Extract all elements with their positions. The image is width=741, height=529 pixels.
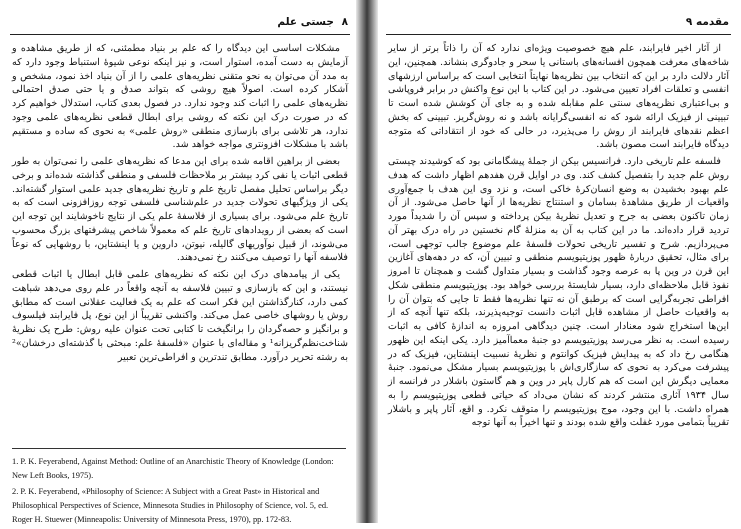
- left-header-rule: [10, 34, 350, 35]
- right-page: [386, 8, 731, 518]
- left-running-title: جستی علم: [277, 16, 334, 28]
- footnote: 2. P. K. Feyerabend, «Philosophy of Science: A Subject with a Great Past» in Historical and Philosophical Perspectives of Science, Minnesota Studies in Philosophy of Science, vol. 5, ed. Roger H. Stuewer (Minneapolis: University of Minnesota Press, 1970), pp. 172-83.: [12, 487, 329, 524]
- left-page-header: [10, 16, 350, 32]
- right-page-header: [386, 16, 731, 32]
- right-page-number: ۹: [685, 16, 693, 28]
- left-footnotes: [12, 448, 346, 529]
- left-paragraph: بعضی از براهین اقامه شده برای این مدعا که نظریه‌های علمی را نمی‌توان به طور قطعی اثبات یا نفی کرد بیشتر بر ملاحظات فلسفی و منطقی گذاشته شده‌اند و برخی دیگر براساس تحلیل مفصل تاریخ علم و تاریخ نظریه‌های جدید علمی استوار گشته‌اند. یکی از ویژگیهای تحولات جدید در علم‌شناسی فلسفی توجه روزافزونی است که به تاریخ علم می‌شود. برای بسیاری از فلاسفهٔ علم یکی از نتایج ناخوشایند این توجه این است که بعضی از رویدادهای تاریخ علم که معمولاً شاخص پیشرفتهای بزرگ محسوب می‌شوند، از قبیل نوآوریهای گالیله، نیوتن، داروین و یا اینشتاین، با روشهایی که نوعاً فلاسفه آنها را توصیف می‌کنند رخ نمی‌دهند.: [12, 156, 348, 264]
- right-body-text: [388, 42, 729, 430]
- left-paragraph: مشکلات اساسی این دیدگاه را که علم بر بنیاد مطمئنی، که از طریق مشاهده و آزمایش به دست آمده، استوار است، و نیز اینکه نوعی شیوهٔ استنباط وجود دارد که به مدد آن می‌توان به نحو متقنی نظریه‌های علمی را از آن بنیاد اخذ نمود، مشخص و آشکار کرده است. اصولاً هیچ روشی که بتواند صدق و یا حتی صدق احتمالی نظریه‌های علمی را اثبات کند وجود ندارد. در فصول بعدی کتاب، استدلال خواهیم کرد که در صورت درک این نکته که روشی برای ابطال قطعی نظریه‌های علمی وجود ندارد، هر تلاشی برای بازسازی منطقی «روش علمی» به نحوی که ساده و مستقیم باشد با مشکلات افزونتری مواجه خواهد شد.: [12, 43, 348, 151]
- left-body-text: [12, 42, 348, 364]
- right-header-rule: [386, 34, 731, 35]
- left-page: [10, 8, 350, 524]
- footnote: 1. P. K. Feyerabend, Against Method: Outline of an Anarchistic Theory of Knowledge (London: New Left Books, 1975).: [12, 457, 334, 480]
- left-page-number: ۸: [341, 16, 348, 28]
- right-paragraph: از آثار اخیر فایرابند، علم هیچ خصوصیت ویژه‌ای ندارد که آن را ذاتاً برتر از سایر شاخه‌های معرفت همچون افسانه‌های باستانی یا سحر و جادوگری بنشاند. همچنین، این آثار دلالت دارد بر این که انتخاب بین نظریه‌ها نهایتاً انتخابی است که براساس ارزشهای انفسی و تعلقات افراد تعیین می‌شود. در این کتاب با این نوع واکنش در برابر فروپاشی و بی‌اعتباری نظریه‌های سنتی علم مقابله شده و به جای آن کوشش شده است تا تبیینی از فیزیک ارائه شود که نه انفسی‌گرایانه باشد و نه روش‌گریز. تبیینی که بخش اعظم نقدهای فایرابند از روش را می‌پذیرد، در حالی که خود از انتقاداتی که متوجه دیدگاه فایرابند است مصون باشد.: [388, 43, 729, 151]
- right-running-title: مقدمه: [696, 16, 729, 28]
- right-paragraph: فلسفه علم تاریخی دارد. فرانسیس بیکن از جملهٔ پیشگامانی بود که کوشیدند چیستی روش علم جدید را بتفصیل کشف کند. وی در اوایل قرن هفدهم اظهار داشت که هدف علم بهبود بخشیدن به وضع انسان‌کرهٔ خاکی است، و نزد وی این هدف با جمع‌آوری واقعیات از طریق مشاهدهٔ بسامان و استنتاج نظریه‌ها از آنها حاصل می‌شود. از آن زمان تاکنون بعضی به جرح و تعدیل نظریهٔ بیکن پرداخته و سپس آن را شدیداً مورد تردید قرار داده‌اند. ما در این کتاب به آن به منزلهٔ گام نخستین در راه درک بهتر آن می‌پردازیم. شرح و تفسیر تاریخی تحولات فلسفهٔ علم موضوع جالب توجهی است، برای مثال، تحقیق دربارهٔ ظهور پوزیتیویسم منطقی و تبیین آن، که در دهه‌های آغازین این قرن در وین پا به عرصه وجود گذاشت و بسیار متداول گشت و همچنان تا امروز نفوذ قابل ملاحظه‌ای دارد، بسیار شایستهٔ بررسی خواهد بود. پوزیتیویسم منطقی شکل افراطی تجربه‌گرایی است که برطبق آن نه تنها نظریه‌ها فقط تا جایی که بتوان آن را به واقعیات حاصل از مشاهده قابل اثبات ‌دانست توجیه‌پذیرند، بلکه تنها آنچه که از این‌ها استخراج شود معنادار است. چنین دیدگاهی امروزه به اندازهٔ کافی به اثبات رسیده است. به نظر می‌رسد پوزیتیویسم دو جنبهٔ معماآمیز دارد. یکی اینکه این ظهور هنگامی رخ داد که به پیدایش فیزیک کوانتوم و نظریهٔ نسبیت اینشتاین، فیزیک که در پیشرفت می‌کرد به نحوی که سازگاری‌اش با پوزیتیویسم بسیار مشکل می‌نمود. جنبهٔ معمایی دیگرش این است که هم کارل پاپر در وین و هم گاستون باشلار در فرانسه از سال ۱۹۳۴ آثاری منتشر کردند که نشان می‌داد که حیاتی قطعی پوزیتیویسم را به همراه داشت. با این وجود، موج پوزیتیویسم را متوقف نکرد. و اقع، آثار پاپر و باشلار تقریباً بتمامی مورد غفلت واقع شده بودند و تنها اخیراً به آنها توجه: [388, 156, 729, 429]
- book-gutter: [356, 0, 378, 523]
- left-paragraph: یکی از پیامدهای درک این نکته که نظریه‌های علمی قابل ابطال یا اثبات قطعی نیستند، و این که بازسازی و تبیین فلاسفه به آنچه واقعاً در علم روی می‌دهد شباهت کمی دارد، کنارگذاشتن این فکر است که علم به یک فعالیت عقلانی است که مطابق روش یا روشهای خاصی عمل می‌کند. واکنشی تقریباً از این نوع، پل فایرابند فیلسوف و برانگیز و حصه‌گردان را برانگیخت تا کتابی تحت عنوان علیه روش: طرح یک نظریهٔ شناخت‌نظم‌گریزانه¹ و مقاله‌ای با عنوان «فلسفهٔ علم: مبحثی با گذشته‌ای درخشان»² به رشته تحریر درآورد. مطابق تندترین و افراطی‌ترین تعبیر: [12, 269, 348, 363]
